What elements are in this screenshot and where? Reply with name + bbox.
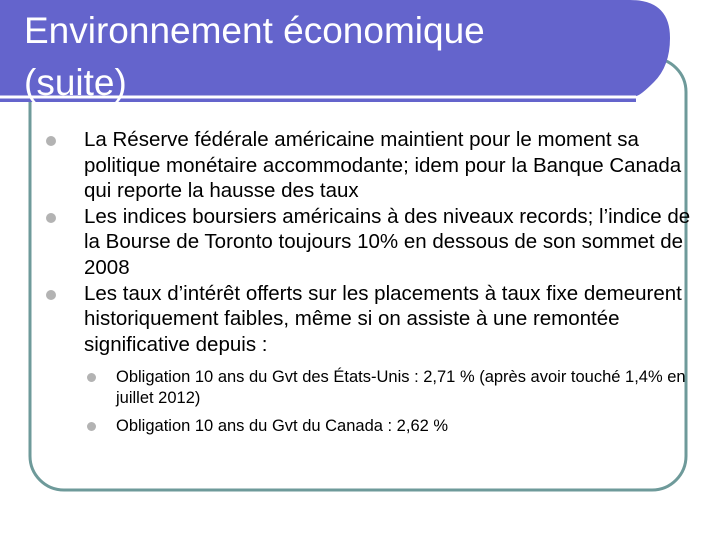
slide-title <box>24 6 624 110</box>
bullet-dot-icon <box>46 213 56 223</box>
bullet-dot-icon <box>87 373 96 382</box>
bullet-text: Les taux d’intérêt offerts sur les placements à taux fixe demeurent historiquement faibles, même si on assiste à une remontée significative depuis : <box>84 281 682 356</box>
sub-list-item <box>40 416 700 437</box>
sub-bullet-text: Obligation 10 ans du Gvt des États-Unis : 2,71 % (après avoir touché 1,4% en juillet 2012) <box>116 368 686 407</box>
sub-bullet-list <box>40 367 700 437</box>
sub-list-item <box>40 367 700 408</box>
list-item <box>40 281 700 358</box>
bullet-dot-icon <box>46 290 56 300</box>
bullet-text: Les indices boursiers américains à des niveaux records; l’indice de la Bourse de Toronto toujours 10% en dessous de son sommet de 2008 <box>84 204 691 279</box>
bullet-list <box>40 127 700 445</box>
list-item <box>40 127 700 204</box>
title-line-1: Environnement économique <box>24 10 485 51</box>
title-line-2: (suite) <box>24 62 127 103</box>
bullet-dot-icon <box>46 136 56 146</box>
bullet-dot-icon <box>87 422 96 431</box>
list-item <box>40 204 700 281</box>
sub-bullet-text: Obligation 10 ans du Gvt du Canada : 2,62 % <box>116 417 449 436</box>
bullet-text: La Réserve fédérale américaine maintient pour le moment sa politique monétaire accommodante; idem pour la Banque Canada qui reporte la hausse des taux <box>84 128 682 203</box>
